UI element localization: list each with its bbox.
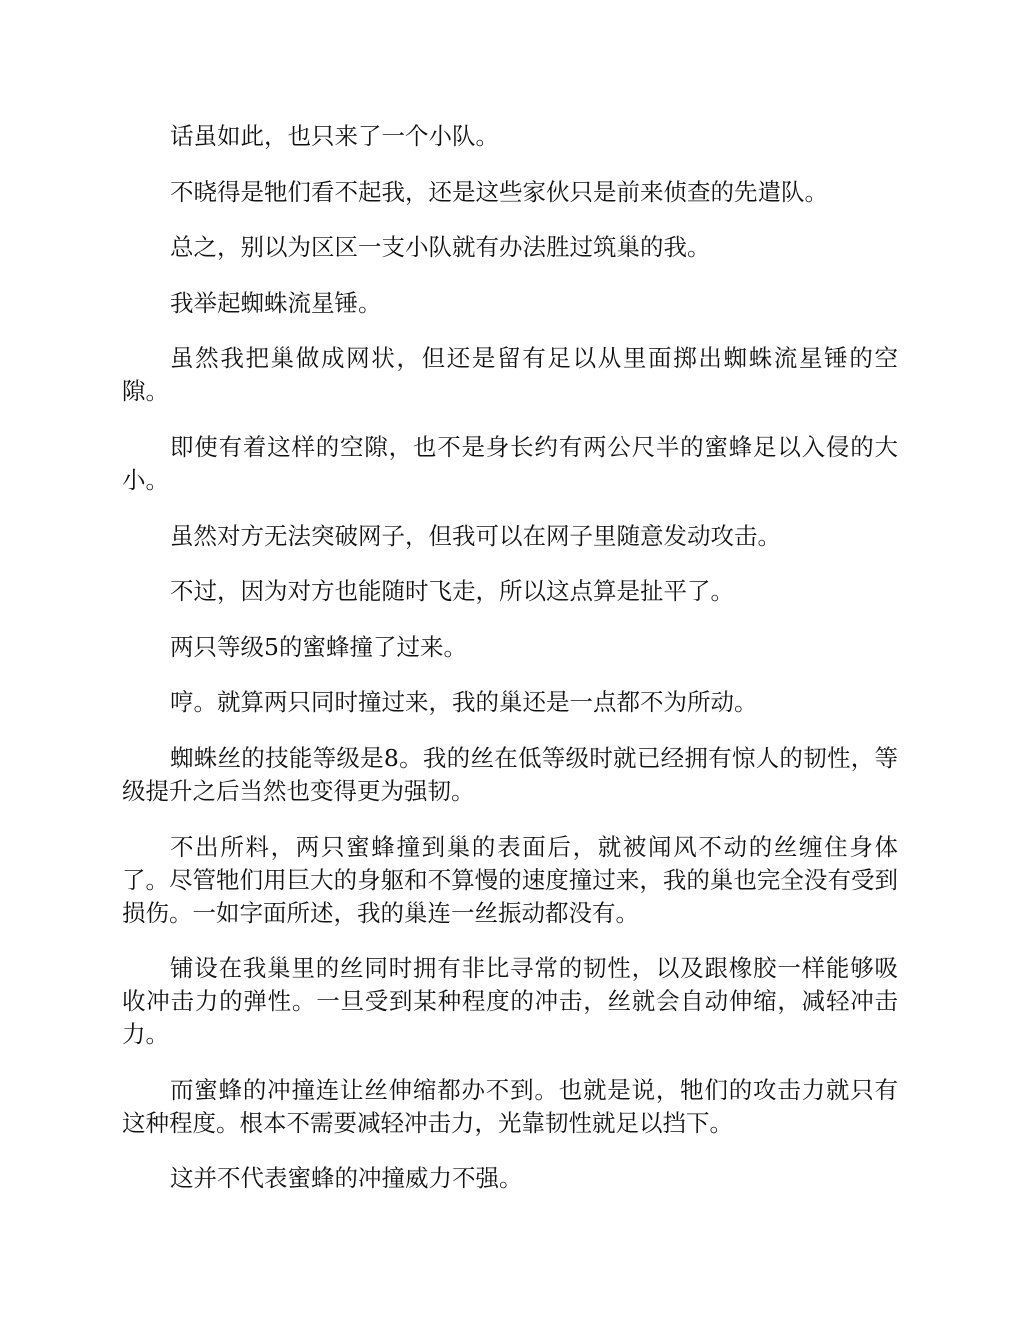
paragraph-4: 我举起蜘蛛流星锤。 [170,288,382,317]
paragraph-11: 蜘蛛丝的技能等级是8。我的丝在低等级时就已经拥有惊人的韧性，等级提升之后当然也变得更为强韧。 [122,743,898,805]
paragraph-8: 不过，因为对方也能随时飞走，所以这点算是扯平了。 [170,577,734,606]
paragraph-10: 哼。就算两只同时撞过来，我的巢还是一点都不为所动。 [170,688,758,717]
paragraph-2: 不晓得是牠们看不起我，还是这些家伙只是前来侦查的先遣队。 [170,177,828,206]
paragraph-7: 虽然对方无法突破网子，但我可以在网子里随意发动攻击。 [170,521,781,550]
paragraph-3: 总之，别以为区区一支小队就有办法胜过筑巢的我。 [170,233,711,262]
paragraph-12: 不出所料，两只蜜蜂撞到巢的表面后，就被闻风不动的丝缠住身体了。尽管牠们用巨大的身躯和不算慢的速度撞过来，我的巢也完全没有受到损伤。一如字面所述，我的巢连一丝振动都没有。 [122,832,898,927]
paragraph-6: 即使有着这样的空隙，也不是身长约有两公尺半的蜜蜂足以入侵的大小。 [122,432,898,494]
paragraph-14: 而蜜蜂的冲撞连让丝伸缩都办不到。也就是说，牠们的攻击力就只有这种程度。根本不需要减轻冲击力，光靠韧性就足以挡下。 [122,1075,898,1137]
document-body [122,120,898,1218]
paragraph-9: 两只等级5的蜜蜂撞了过来。 [170,632,467,661]
paragraph-13: 铺设在我巢里的丝同时拥有非比寻常的韧性，以及跟橡胶一样能够吸收冲击力的弹性。一旦受到某种程度的冲击，丝就会自动伸缩，减轻冲击力。 [122,954,898,1049]
paragraph-5: 虽然我把巢做成网状，但还是留有足以从里面掷出蜘蛛流星锤的空隙。 [122,344,898,406]
paragraph-15: 这并不代表蜜蜂的冲撞威力不强。 [170,1164,523,1193]
paragraph-1: 话虽如此，也只来了一个小队。 [170,122,499,150]
